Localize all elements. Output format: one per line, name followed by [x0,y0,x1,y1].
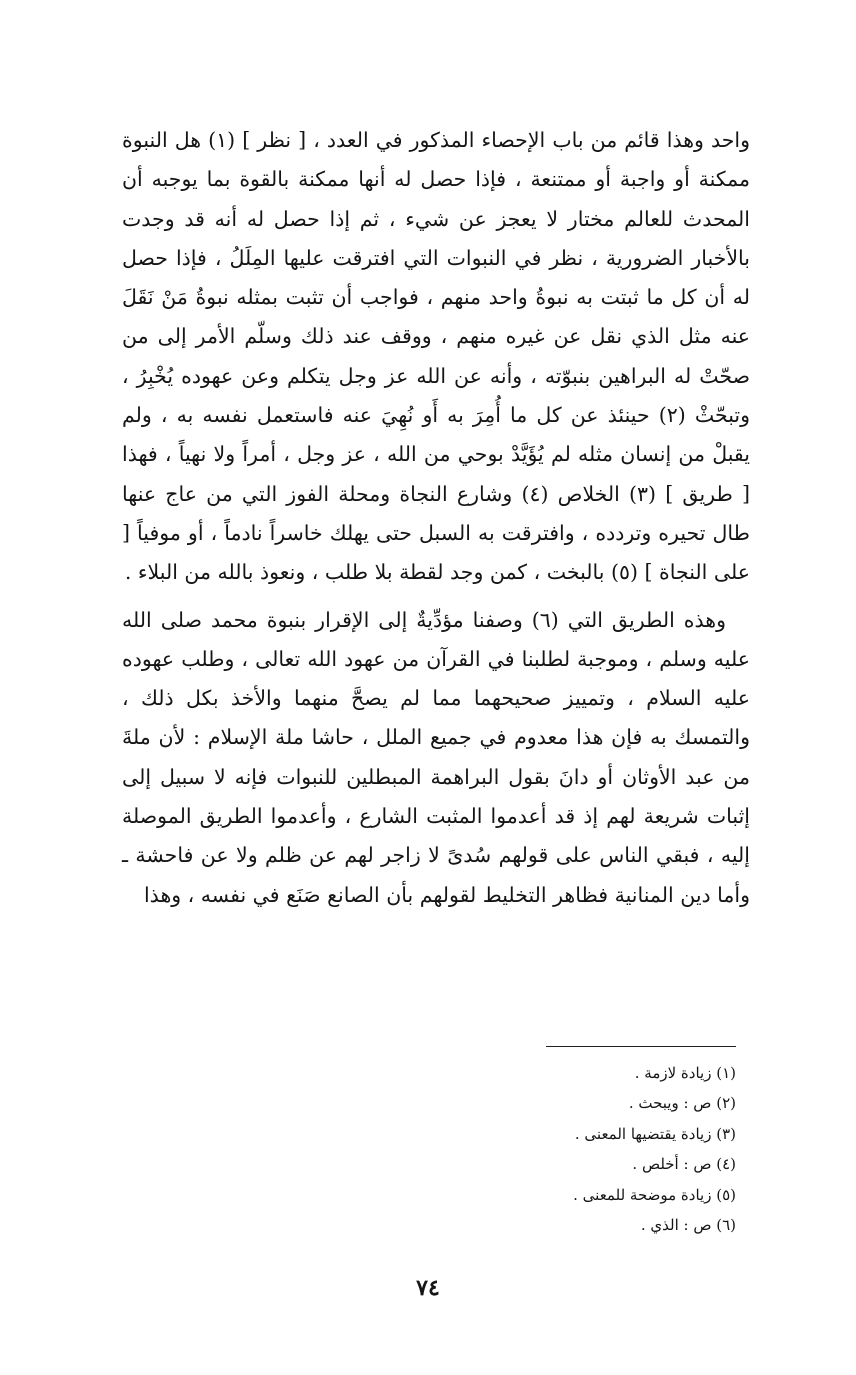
footnote-2: (٢) ص : ويبحث . [628,1094,736,1113]
footnote-6: (٦) ص : الذي . [640,1216,736,1235]
body-paragraph-2: وهذه الطريق التي (٦) وصفنا مؤدِّيةٌ إلى الإقرار بنبوة محمد صلى الله عليه وسلم ، وموجبة لطلبنا في القرآن من عهود الله تعالى ، وطلب عهوده عليه السلام ، وتمييز صحيحهما مما لم يصحَّ منهما والأخذ بكل ذلك ، والتمسك به فإن هذا معدوم في جميع الملل ، حاشا ملة الإسلام : لأن ملةَ من عبد الأوثان أو دانَ بقول البراهمة المبطلين للنبوات فإنه لا سبيل إلى إثبات شريعة لهم إذ قد أعدموا المثبت الشارع ، وأعدموا الطريق الموصلة إليه ، فبقي الناس على قولهم سُدىً لا زاجر لهم عن ظلم ولا عن فاحشة ـ وأما دين المنانية فظاهر التخليط لقولهم بأن الصانع صَنَع في نفسه ، وهذا [122,607,750,907]
footnote-4: (٤) ص : أخلص . [632,1155,736,1174]
page-number: ٧٤ [416,1275,440,1301]
footnote-1: (١) زيادة لازمة . [634,1064,736,1082]
footnotes-list [450,1058,736,1240]
footnote-separator [546,1046,736,1047]
body-paragraph-1: واحد وهذا قائم من باب الإحصاء المذكور في العدد ، [ نظر ] (١) هل النبوة ممكنة أو واجبة أو ممتنعة ، فإذا حصل له أنها ممكنة بالقوة بما يوجبه أن المحدث للعالم مختار لا يعجز عن شيء ، ثم إذا حصل له أنه قد وجدت بالأخبار الضرورية ، نظر في النبوات التي افترقت عليها المِلَلُ ، فإذا حصل له أن كل ما ثبتت به نبوةُ واحد منهم ، فواجب أن تثبت بمثله نبوةُ مَنْ نَقَلَ عنه مثل الذي نقل عن غيره منهم ، ووقف عند ذلك وسلّم الأمر إلى من صحّتْ له البراهين بنبوّته ، وأنه عن الله عز وجل يتكلم وعن عهوده يُخْبِرُ ، وتبحّثْ (٢) حينئذ عن كل ما أُمِرَ به أَو نُهِيَ عنه فاستعمل نفسه به ، ولم يقبلْ من إنسان مثله لم يُؤَيَّدْ بوحي من الله ، عز وجل ، أمراً ولا نهياً ، فهذا [ طريق ] (٣) الخلاص (٤) وشارع النجاة ومحلة الفوز التي من عاج عنها طال تحيره وتردده ، وافترقت به السبل حتى يهلك خاسراً نادماً ، أو موفياً [ على النجاة ] (٥) بالبخت ، كمن وجد لقطة بلا طلب ، ونعوذ بالله من البلاء . [122,128,751,585]
footnote-5: (٥) زيادة موضحة للمعنى . [573,1185,736,1204]
main-text-block [122,121,750,915]
footnote-3: (٣) زيادة يقتضيها المعنى . [574,1124,736,1143]
